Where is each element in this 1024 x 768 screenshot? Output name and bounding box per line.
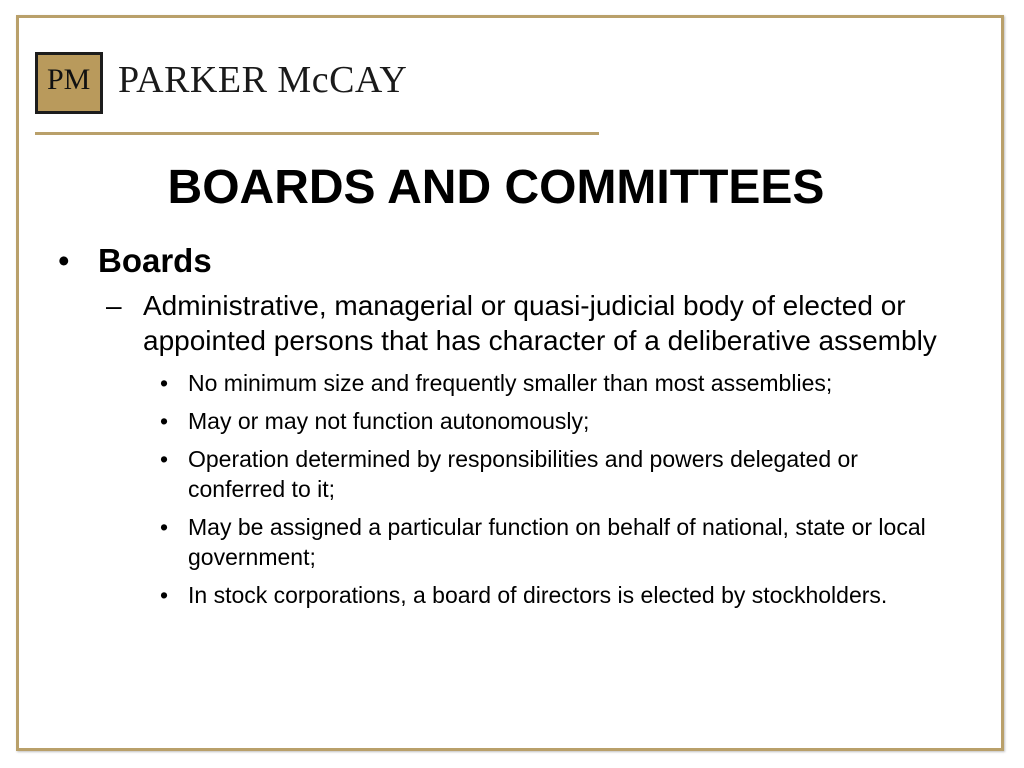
board-characteristics-list [58, 368, 958, 610]
bullet-dot-icon: • [160, 582, 169, 608]
bullet-dot-icon: • [160, 514, 169, 540]
dash-icon: – [106, 290, 122, 321]
slide-title: BOARDS AND COMMITTEES [167, 161, 825, 214]
sub-bullet-definition [106, 288, 943, 358]
list-item: • Operation determined by responsibilities and powers delegated or conferred to it; [160, 446, 858, 502]
bullet-dot-icon: • [160, 370, 169, 396]
monogram-icon [38, 55, 100, 111]
slide-content [58, 240, 958, 618]
list-item: • May be assigned a particular function on behalf of national, state or local government; [160, 514, 926, 570]
list-item: • No minimum size and frequently smaller than most assemblies; [160, 370, 833, 396]
bullet-dot-icon: • [160, 408, 169, 434]
sub-bullet-text: Administrative, managerial or quasi-judicial body of elected or appointed persons that has character of a deliberative assembly [143, 290, 937, 356]
bullet-dot-icon: • [160, 446, 169, 472]
header-divider [35, 132, 599, 135]
firm-logo-monogram [35, 52, 103, 114]
list-item: • In stock corporations, a board of directors is elected by stockholders. [160, 582, 888, 608]
bullet-boards [58, 240, 958, 282]
svg-text:PM: PM [47, 63, 91, 96]
bullet-heading: Boards [98, 242, 212, 279]
list-item: • May or may not function autonomously; [160, 408, 590, 434]
firm-name: PARKER McCAY [118, 59, 408, 101]
bullet-dot-icon: • [58, 242, 70, 279]
